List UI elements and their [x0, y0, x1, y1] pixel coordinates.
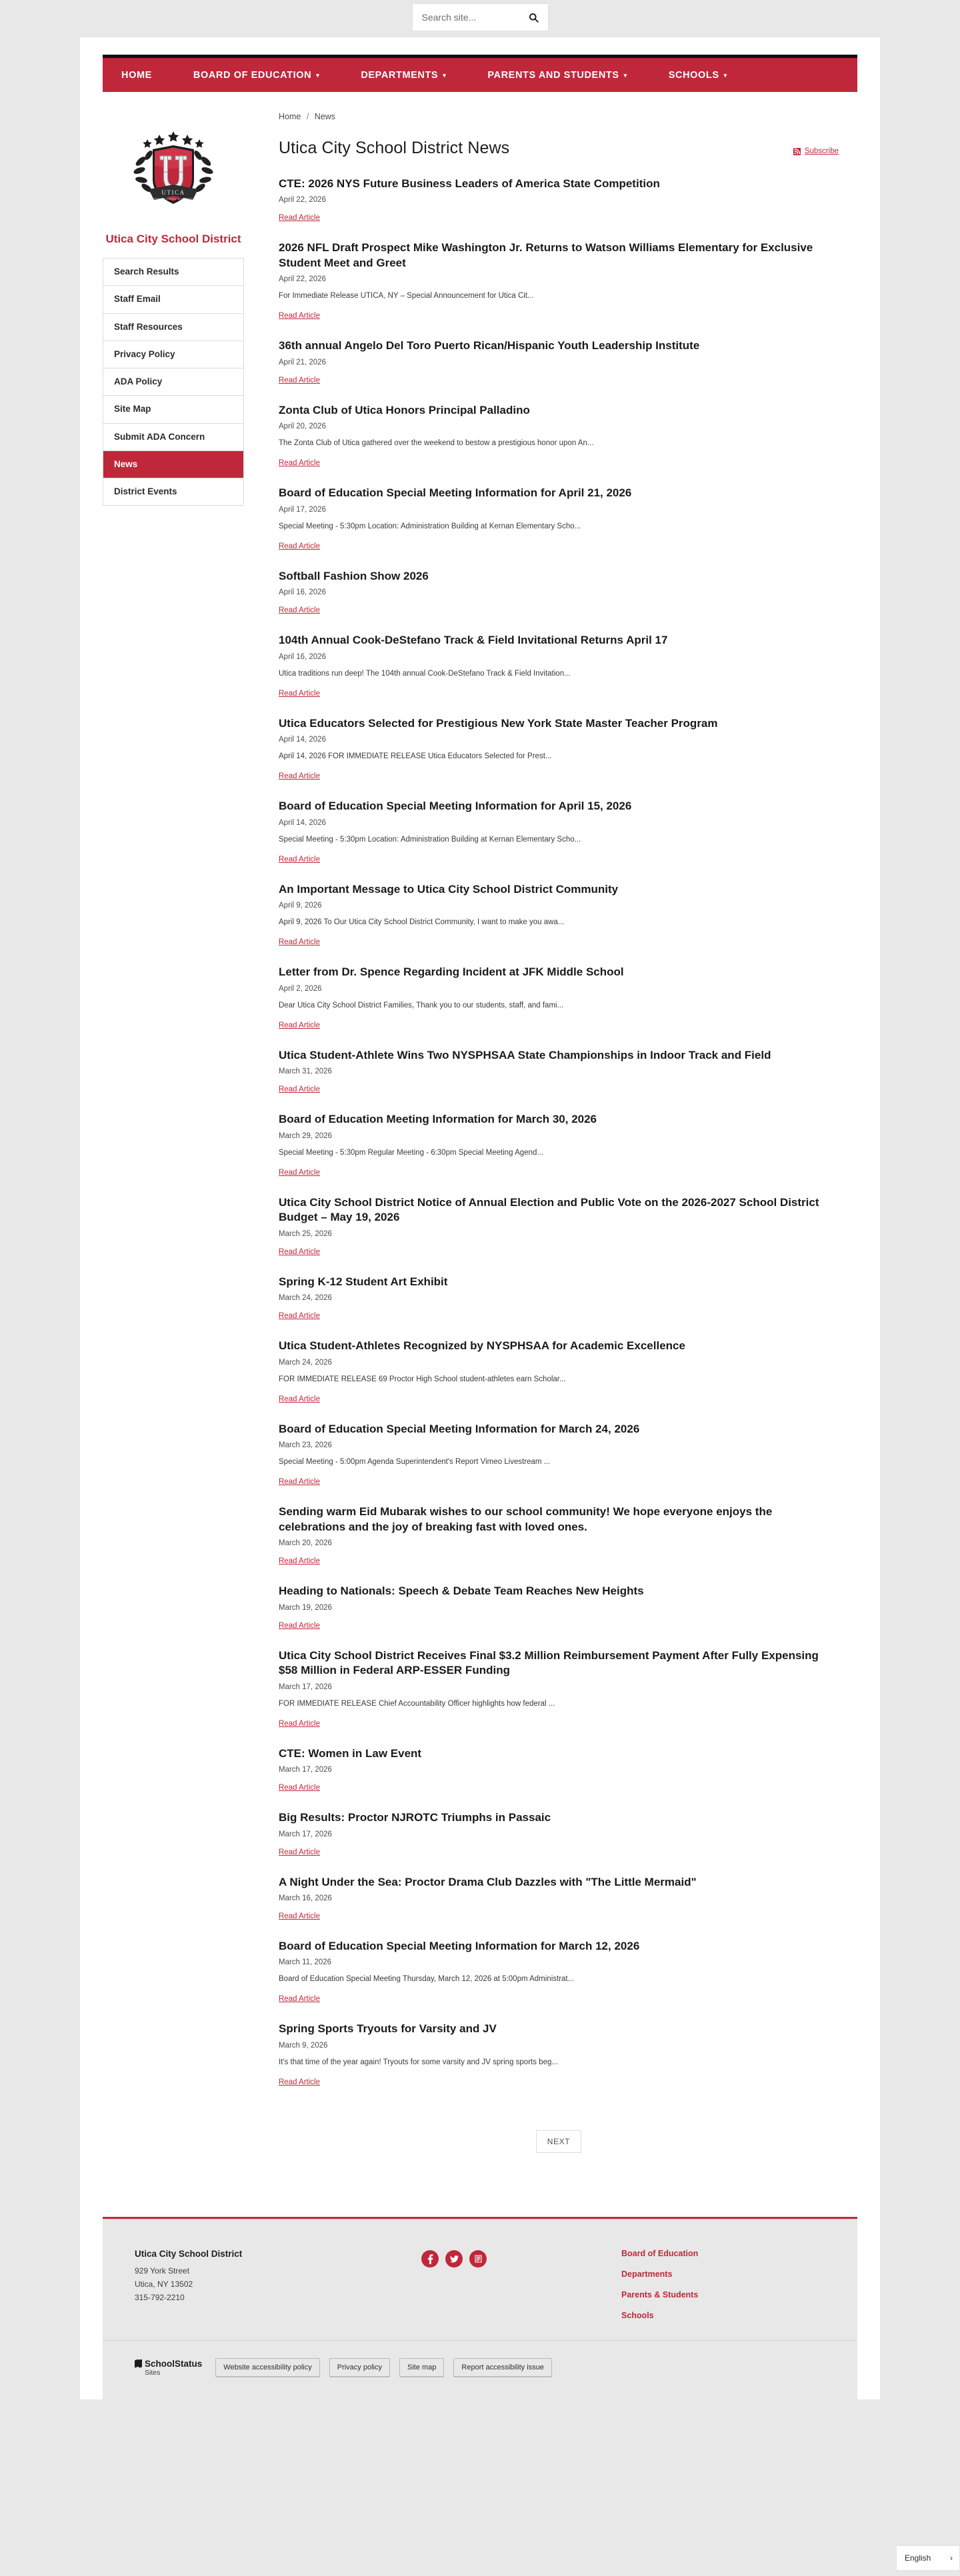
- news-item: [279, 1048, 839, 1095]
- site-search[interactable]: [412, 3, 549, 31]
- news-title[interactable]: Sending warm Eid Mubarak wishes to our school community! We hope everyone enjoys the celebrations and the joy of breaking fast with loved ones.: [279, 1505, 773, 1533]
- search-icon[interactable]: [529, 13, 539, 23]
- footer-address-line1: 929 York Street: [135, 2266, 190, 2275]
- read-article-link[interactable]: Read Article: [279, 1021, 321, 1029]
- news-date: March 17, 2026: [279, 1682, 332, 1691]
- nav-label: BOARD OF EDUCATION: [193, 69, 312, 81]
- news-excerpt: Special Meeting - 5:00pm Agenda Superintendent's Report Vimeo Livestream ...: [279, 1458, 551, 1467]
- news-item: [279, 1505, 839, 1567]
- sidebar-item-staff-resources[interactable]: Staff Resources: [103, 314, 243, 341]
- nav-item-departments[interactable]: [361, 70, 446, 81]
- district-name: Utica City School District: [105, 233, 241, 245]
- news-excerpt: Special Meeting - 5:30pm Location: Administration Building at Kernan Elementary Scho...: [279, 835, 581, 844]
- news-title[interactable]: An Important Message to Utica City School District Community: [279, 882, 619, 896]
- pagination: [279, 2105, 839, 2217]
- website-accessibility-policy-button[interactable]: Website accessibility policy: [215, 2358, 319, 2377]
- news-title[interactable]: Utica Student-Athlete Wins Two NYSPHSAA State Championships in Indoor Track and Field: [279, 1049, 771, 1061]
- sidebar-item-privacy-policy[interactable]: Privacy Policy: [103, 341, 243, 368]
- sidebar-item-search-results[interactable]: Search Results: [103, 259, 243, 286]
- news-item: [279, 799, 839, 865]
- news-excerpt: Special Meeting - 5:30pm Regular Meeting - 6:30pm Special Meeting Agend...: [279, 1148, 543, 1157]
- nav-item-schools[interactable]: [669, 70, 727, 81]
- main-navigation-wrapper: [80, 37, 880, 92]
- schoolstatus-mark-icon: [135, 2359, 142, 2368]
- read-article-link[interactable]: Read Article: [279, 606, 321, 615]
- news-item: [279, 1810, 839, 1857]
- footer-address-line2: Utica, NY 13502: [135, 2279, 193, 2289]
- news-item: [279, 882, 839, 948]
- chevron-down-icon: ▾: [443, 72, 447, 79]
- nav-label: SCHOOLS: [668, 69, 719, 81]
- sidebar-item-staff-email[interactable]: Staff Email: [103, 286, 243, 313]
- news-title[interactable]: Utica City School District Notice of Annual Election and Public Vote on the 2026-2027 School District Budget – May 19, 2026: [279, 1195, 819, 1224]
- read-article-link[interactable]: Read Article: [279, 1478, 321, 1487]
- sidebar-item-submit-ada-concern[interactable]: Submit ADA Concern: [103, 424, 243, 451]
- subscribe-label: Subscribe: [804, 147, 839, 155]
- read-article-link[interactable]: Read Article: [279, 1912, 321, 1920]
- news-title[interactable]: Zonta Club of Utica Honors Principal Palladino: [279, 403, 530, 416]
- news-title[interactable]: Utica City School District Receives Final $3.2 Million Reimbursement Payment After Fully Expensing $58 Million in Federal ARP-ESSER Funding: [279, 1648, 819, 1677]
- sidebar-item-site-map[interactable]: Site Map: [103, 396, 243, 423]
- svg-text:CITY SCHOOL DISTRICT: CITY SCHOOL DISTRICT: [151, 197, 196, 201]
- news-excerpt: Special Meeting - 5:30pm Location: Administration Building at Kernan Elementary Scho...: [279, 522, 581, 530]
- page-container: [80, 37, 880, 2399]
- read-article-link[interactable]: Read Article: [279, 1247, 321, 1256]
- news-excerpt: Utica traditions run deep! The 104th annual Cook-DeStefano Track & Field Invitation...: [279, 669, 571, 678]
- read-article-link[interactable]: Read Article: [279, 1168, 321, 1177]
- footer-address: [135, 2249, 421, 2304]
- read-article-link[interactable]: Read Article: [279, 376, 321, 384]
- footer-bottom-bar: [103, 2340, 857, 2399]
- footer-social-links: [421, 2249, 621, 2267]
- footer-link-schools[interactable]: Schools: [621, 2311, 654, 2320]
- read-article-link[interactable]: Read Article: [279, 1312, 321, 1321]
- nav-item-board-of-education[interactable]: [193, 70, 319, 81]
- footer-link-departments[interactable]: Departments: [621, 2269, 673, 2279]
- utica-shield-logo: [123, 125, 223, 211]
- search-input[interactable]: [422, 12, 522, 23]
- sidebar-item-ada-policy[interactable]: ADA Policy: [103, 368, 243, 396]
- news-item: [279, 1875, 839, 1922]
- news-excerpt: The Zonta Club of Utica gathered over the weekend to bestow a prestigious honor upon An...: [279, 439, 594, 448]
- footer-link-parents-and-students[interactable]: Parents & Students: [621, 2290, 699, 2299]
- read-article-link[interactable]: Read Article: [279, 1719, 321, 1728]
- read-article-link[interactable]: Read Article: [279, 2078, 321, 2086]
- chevron-down-icon: ▾: [623, 72, 627, 79]
- news-date: March 24, 2026: [279, 1294, 332, 1303]
- news-item: [279, 403, 839, 469]
- top-search-strip: [0, 0, 960, 37]
- news-date: April 14, 2026: [279, 736, 326, 744]
- news-date: April 9, 2026: [279, 902, 322, 910]
- news-title[interactable]: Letter from Dr. Spence Regarding Incident at JFK Middle School: [279, 966, 624, 979]
- news-item: [279, 1339, 839, 1405]
- news-item: [279, 241, 839, 321]
- news-excerpt: Board of Education Special Meeting Thursday, March 12, 2026 at 5:00pm Administrat...: [279, 1975, 575, 1984]
- news-date: March 25, 2026: [279, 1229, 332, 1238]
- news-title[interactable]: Board of Education Special Meeting Information for April 15, 2026: [279, 800, 632, 813]
- sidebar: [103, 112, 244, 506]
- footer-links: [621, 2249, 698, 2320]
- svg-text:UTICA: UTICA: [161, 189, 185, 196]
- news-date: April 16, 2026: [279, 588, 326, 597]
- news-date: March 24, 2026: [279, 1358, 332, 1367]
- news-excerpt: FOR IMMEDIATE RELEASE Chief Accountability Officer highlights how federal ...: [279, 1699, 555, 1708]
- language-selector[interactable]: [896, 2545, 960, 2571]
- language-label: English: [905, 2553, 931, 2563]
- sidebar-item-district-events[interactable]: District Events: [103, 478, 243, 506]
- read-article-link[interactable]: Read Article: [279, 459, 321, 468]
- read-article-link[interactable]: Read Article: [279, 1085, 321, 1094]
- page-title-row: [279, 139, 839, 158]
- footer-phone[interactable]: 315-792-2210: [135, 2292, 185, 2302]
- sidebar-menu: [103, 258, 244, 506]
- read-article-link[interactable]: Read Article: [279, 1621, 321, 1630]
- news-item: [279, 1648, 839, 1729]
- twitter-icon[interactable]: [445, 2250, 463, 2267]
- news-title[interactable]: 2026 NFL Draft Prospect Mike Washington Jr. Returns to Watson Williams Elementary for Exclusive Student Meet and Greet: [279, 241, 813, 269]
- report-accessibility-issue-button[interactable]: Report accessibility issue: [453, 2358, 552, 2377]
- news-title[interactable]: Big Results: Proctor NJROTC Triumphs in Passaic: [279, 1811, 551, 1824]
- news-title[interactable]: Utica Educators Selected for Prestigious New York State Master Teacher Program: [279, 716, 718, 730]
- news-title[interactable]: 36th annual Angelo Del Toro Puerto Rican/Hispanic Youth Leadership Institute: [279, 339, 700, 352]
- news-excerpt: For Immediate Release UTICA, NY – Special Announcement for Utica Cit...: [279, 292, 534, 301]
- news-title[interactable]: Spring K-12 Student Art Exhibit: [279, 1275, 448, 1288]
- read-article-link[interactable]: Read Article: [279, 772, 321, 781]
- news-title[interactable]: Board of Education Special Meeting Information for April 21, 2026: [279, 486, 632, 500]
- news-title[interactable]: 104th Annual Cook-DeStefano Track & Field Invitational Returns April 17: [279, 634, 668, 647]
- rss-icon: [793, 148, 801, 155]
- schoolstatus-brand: SchoolStatus: [145, 2358, 203, 2369]
- news-date: March 16, 2026: [279, 1894, 332, 1902]
- news-excerpt: FOR IMMEDIATE RELEASE 69 Proctor High School student-athletes earn Scholar...: [279, 1375, 566, 1383]
- nav-item-parents-and-students[interactable]: [487, 70, 627, 81]
- news-date: April 17, 2026: [279, 505, 326, 514]
- read-article-link[interactable]: Read Article: [279, 689, 321, 698]
- news-list: [279, 177, 839, 2088]
- news-item: [279, 1746, 839, 1793]
- nav-label: HOME: [121, 69, 152, 81]
- schoolstatus-subtitle: Sites: [145, 2368, 161, 2377]
- news-date: March 11, 2026: [279, 1958, 332, 1967]
- content-row: [80, 92, 880, 2217]
- news-date: March 17, 2026: [279, 1830, 332, 1838]
- district-logo[interactable]: [103, 121, 244, 220]
- news-date: April 16, 2026: [279, 652, 326, 661]
- privacy-policy-button[interactable]: Privacy policy: [329, 2358, 390, 2377]
- breadcrumb-home[interactable]: Home: [279, 112, 301, 121]
- nav-label: DEPARTMENTS: [361, 69, 439, 81]
- news-item: [279, 1195, 839, 1257]
- news-title[interactable]: Board of Education Meeting Information for March 30, 2026: [279, 1113, 597, 1126]
- news-date: March 29, 2026: [279, 1131, 332, 1140]
- news-item: [279, 569, 839, 616]
- footer-link-board-of-education[interactable]: Board of Education: [621, 2249, 699, 2258]
- nav-label: PARENTS AND STUDENTS: [487, 69, 619, 81]
- news-date: April 22, 2026: [279, 196, 326, 205]
- read-article-link[interactable]: Read Article: [279, 938, 321, 947]
- news-title[interactable]: Spring Sports Tryouts for Varsity and JV: [279, 2022, 497, 2036]
- news-date: April 2, 2026: [279, 984, 322, 993]
- breadcrumb-separator: /: [306, 112, 309, 121]
- news-date: March 17, 2026: [279, 1766, 332, 1774]
- main-content: [244, 112, 857, 2217]
- chevron-down-icon: ▾: [723, 72, 727, 79]
- news-excerpt: Dear Utica City School District Families, Thank you to our students, staff, and fami...: [279, 1001, 564, 1009]
- news-title[interactable]: Heading to Nationals: Speech & Debate Team Reaches New Heights: [279, 1585, 644, 1598]
- news-item: [279, 633, 839, 699]
- news-icon[interactable]: [469, 2250, 487, 2267]
- read-article-link[interactable]: Read Article: [279, 1848, 321, 1856]
- news-date: March 20, 2026: [279, 1539, 332, 1548]
- sidebar-item-news[interactable]: News: [103, 451, 243, 478]
- footer: [103, 2220, 857, 2340]
- news-item: [279, 486, 839, 552]
- breadcrumb: [279, 112, 839, 121]
- read-article-link[interactable]: Read Article: [279, 312, 321, 321]
- schoolstatus-logo[interactable]: [135, 2359, 202, 2377]
- news-item: [279, 1584, 839, 1630]
- news-date: March 9, 2026: [279, 2041, 328, 2050]
- breadcrumb-current: News: [314, 112, 336, 121]
- news-title[interactable]: Utica Student-Athletes Recognized by NYSPHSAA for Academic Excellence: [279, 1339, 685, 1353]
- chevron-down-icon: ▾: [316, 72, 320, 79]
- facebook-icon[interactable]: [421, 2250, 439, 2267]
- subscribe-button[interactable]: [793, 147, 839, 158]
- nav-item-home[interactable]: [121, 70, 152, 81]
- news-date: April 22, 2026: [279, 275, 326, 284]
- news-title[interactable]: A Night Under the Sea: Proctor Drama Club Dazzles with "The Little Mermaid": [279, 1875, 697, 1888]
- news-item: [279, 338, 839, 385]
- news-title[interactable]: CTE: Women in Law Event: [279, 1746, 422, 1760]
- news-date: April 20, 2026: [279, 422, 326, 431]
- read-article-link[interactable]: Read Article: [279, 1995, 321, 2004]
- news-date: April 21, 2026: [279, 358, 326, 366]
- read-article-link[interactable]: Read Article: [279, 1557, 321, 1566]
- news-title[interactable]: Board of Education Special Meeting Information for March 24, 2026: [279, 1422, 640, 1435]
- news-item: [279, 1422, 839, 1488]
- news-title[interactable]: Softball Fashion Show 2026: [279, 569, 429, 582]
- news-date: April 14, 2026: [279, 818, 326, 827]
- page-title: Utica City School District News: [279, 139, 510, 157]
- news-item: [279, 716, 839, 782]
- news-date: March 31, 2026: [279, 1067, 332, 1076]
- news-item: [279, 2022, 839, 2088]
- footer-org-name: Utica City School District: [135, 2249, 243, 2259]
- news-item: [279, 1112, 839, 1178]
- read-article-link[interactable]: Read Article: [279, 855, 321, 864]
- news-excerpt: April 9, 2026 To Our Utica City School District Community, I want to make you awa...: [279, 918, 565, 927]
- news-date: March 23, 2026: [279, 1441, 332, 1450]
- read-article-link[interactable]: Read Article: [279, 1395, 321, 1403]
- news-item: [279, 965, 839, 1031]
- news-date: March 19, 2026: [279, 1603, 332, 1612]
- site-map-button[interactable]: Site map: [399, 2358, 444, 2377]
- news-title[interactable]: Board of Education Special Meeting Information for March 12, 2026: [279, 1939, 640, 1952]
- chevron-right-icon: ›: [950, 2553, 953, 2563]
- news-excerpt: April 14, 2026 FOR IMMEDIATE RELEASE Utica Educators Selected for Prest...: [279, 752, 552, 761]
- news-excerpt: It's that time of the year again! Tryouts for some varsity and JV spring sports beg...: [279, 2058, 558, 2066]
- news-title[interactable]: CTE: 2026 NYS Future Business Leaders of America State Competition: [279, 177, 660, 190]
- news-item: [279, 177, 839, 223]
- news-item: [279, 1275, 839, 1321]
- read-article-link[interactable]: Read Article: [279, 542, 321, 550]
- news-item: [279, 1939, 839, 2005]
- read-article-link[interactable]: Read Article: [279, 1784, 321, 1792]
- read-article-link[interactable]: Read Article: [279, 214, 321, 223]
- main-navigation: [103, 55, 857, 92]
- next-page-button[interactable]: NEXT: [536, 2130, 581, 2153]
